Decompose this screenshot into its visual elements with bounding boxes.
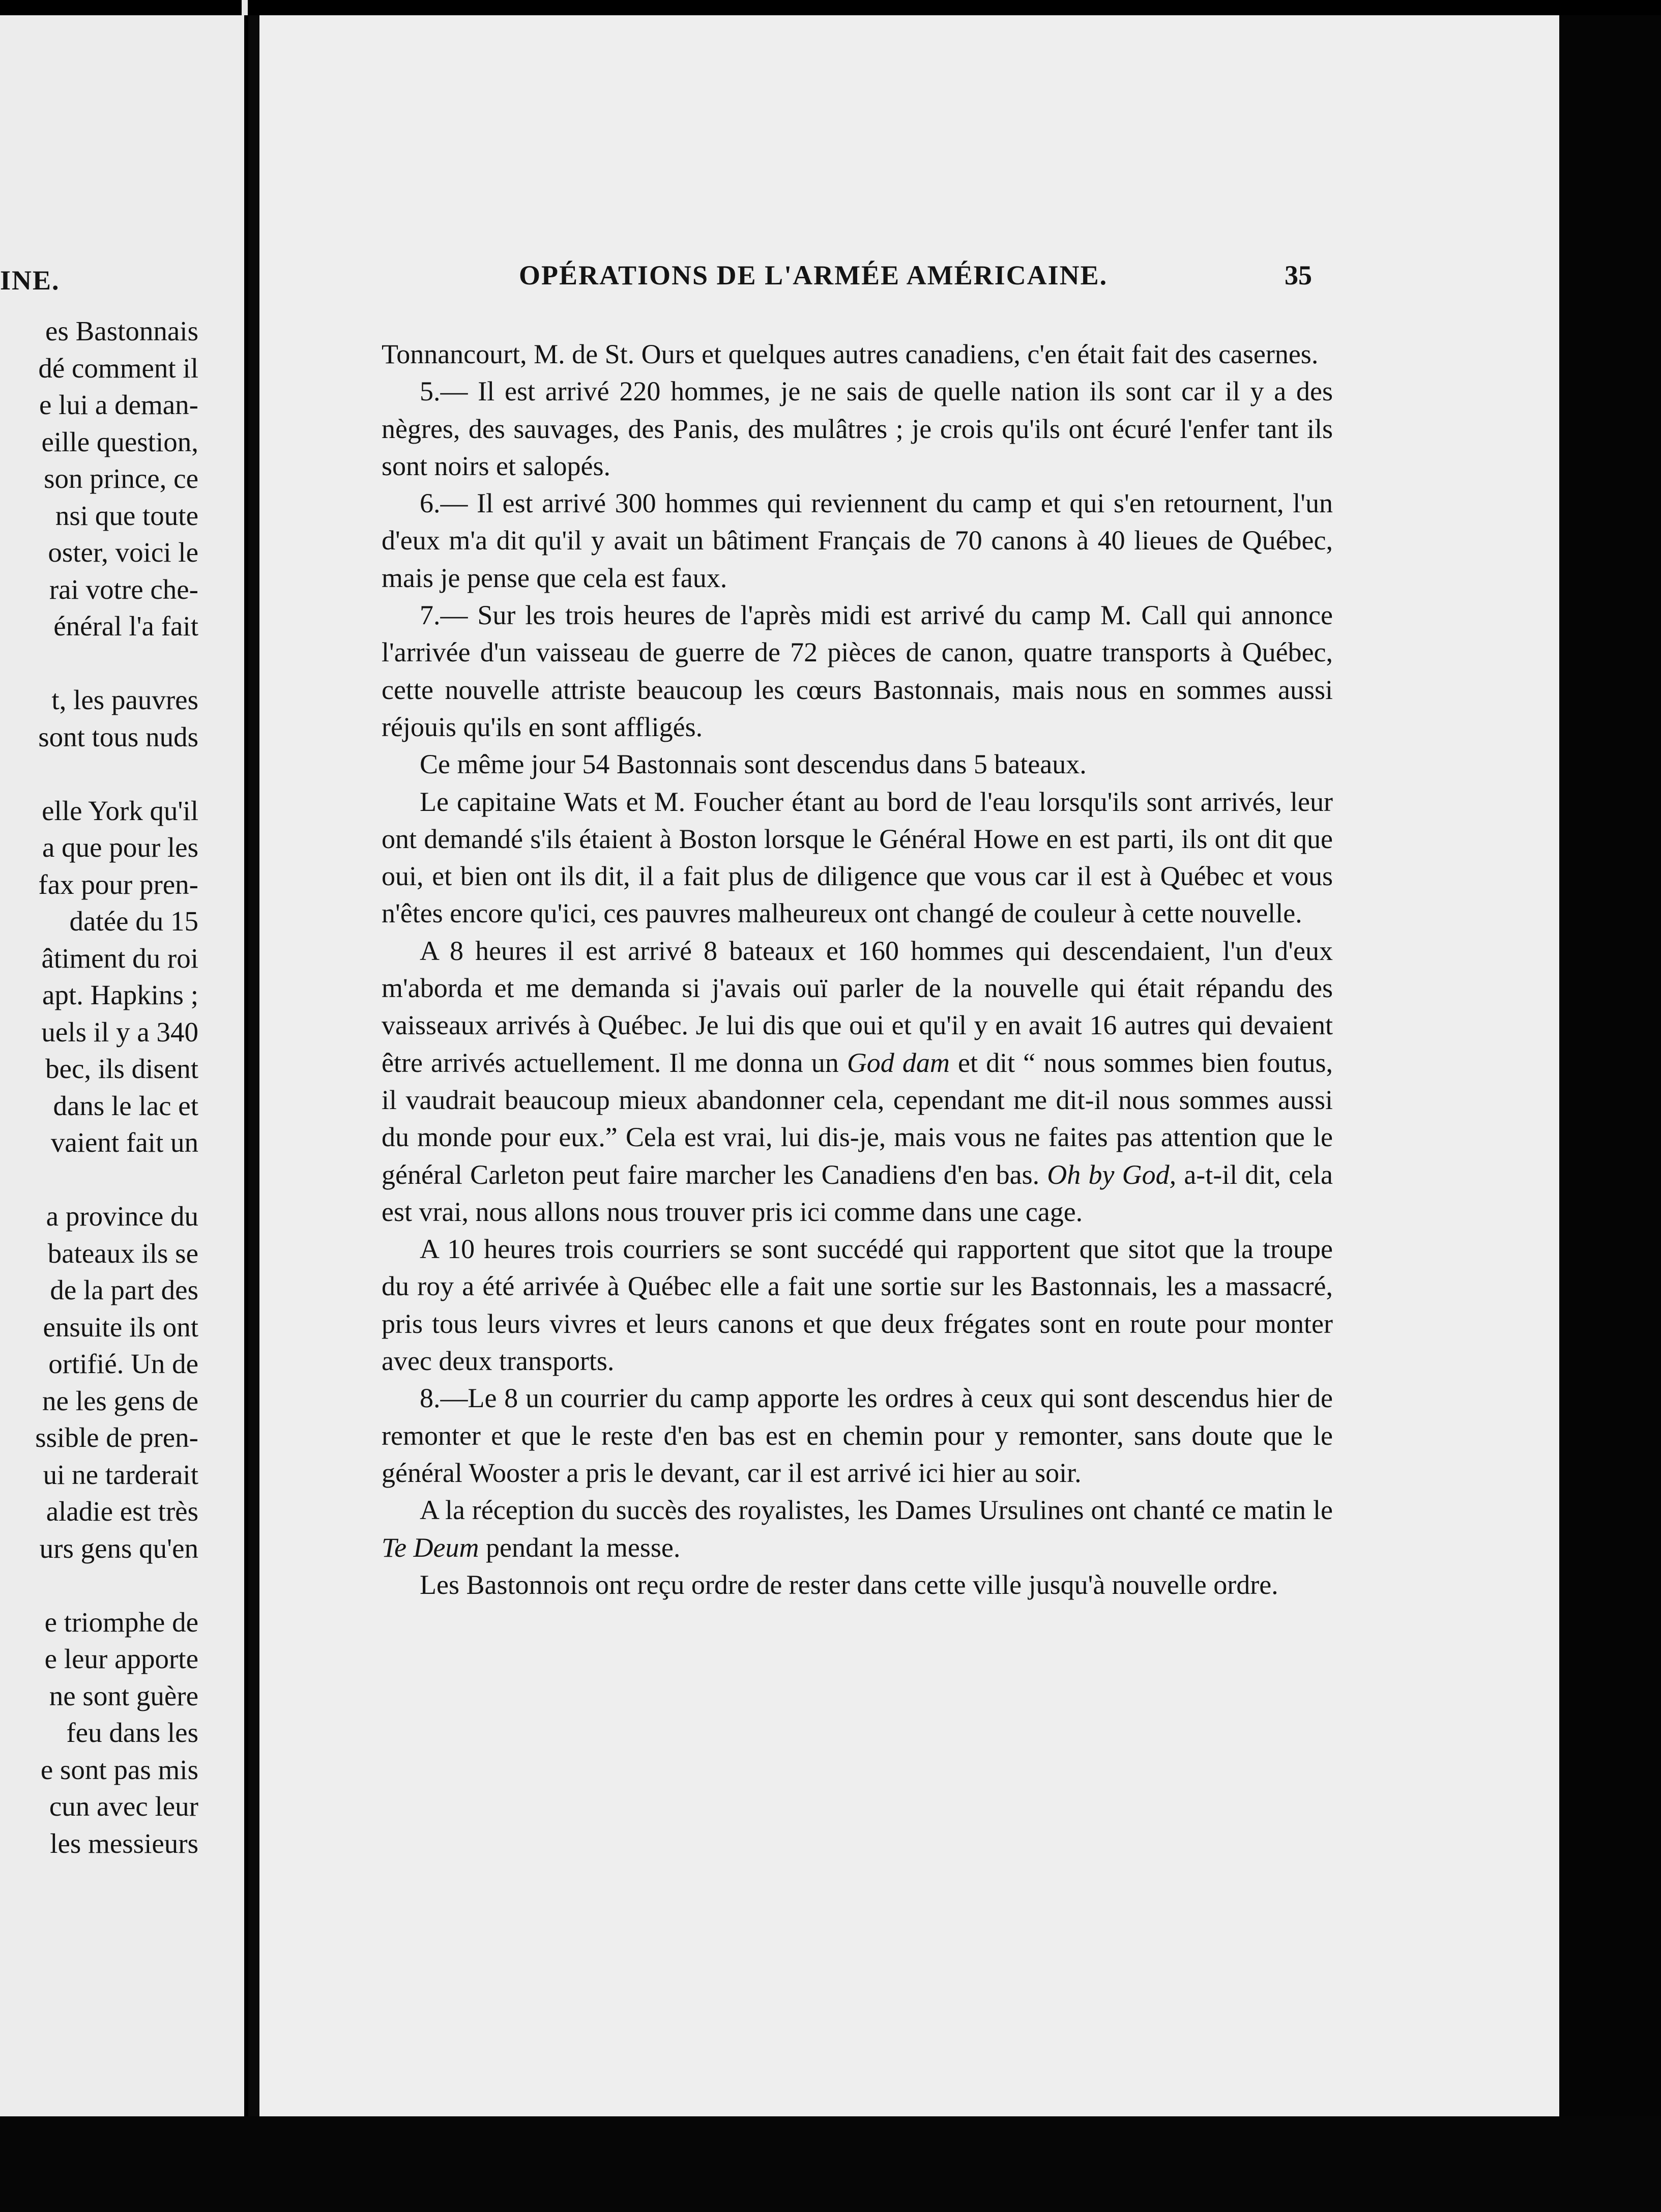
adjacent-page-header: INE. — [0, 265, 60, 296]
adjacent-page-line: ortifié. Un de — [48, 1348, 198, 1379]
text-run: pendant la messe. — [486, 1532, 681, 1563]
paragraph — [382, 933, 1333, 1231]
adjacent-page-line: son prince, ce — [44, 463, 198, 494]
adjacent-page-line: a que pour les — [42, 832, 198, 863]
adjacent-page-line: e lui a deman- — [39, 389, 198, 420]
adjacent-page-line: es Bastonnais — [45, 315, 198, 346]
adjacent-page-line: âtiment du roi — [41, 942, 198, 974]
adjacent-page-line: rai votre che- — [49, 573, 198, 605]
paragraph: 8.—Le 8 un courrier du camp apporte les ordres à ceux qui sont descendus hier de remonter et que le reste d'en bas est en chemin pour y remonter, sans doute que le général Wooster a pris le devant, car il est arrivé ici hier au soir. — [382, 1383, 1333, 1488]
adjacent-page-line: sont tous nuds — [38, 721, 198, 752]
text-run: A la réception du succès des royalistes, les Dames Ursulines ont chanté ce matin le — [420, 1495, 1333, 1526]
italic-phrase: Oh by God, — [1047, 1159, 1177, 1190]
running-head — [259, 259, 1559, 300]
page-gutter — [248, 15, 259, 2132]
paragraph: Le capitaine Wats et M. Foucher étant au bord de l'eau lorsqu'ils sont arrivés, leur ont demandé s'ils étaient à Boston lorsque le Général Howe en est parti, ils ont dit que oui, et bien ont ils dit, il a fait plus de diligence que vous car il est à Québec et vous n'êtes encore qu'ici, ces pauvres malheureux ont changé de couleur à cette nouvelle. — [382, 786, 1333, 929]
adjacent-page-line: ensuite ils ont — [43, 1311, 198, 1343]
adjacent-page-line: dans le lac et — [53, 1090, 198, 1121]
adjacent-page-line: ui ne tarderait — [43, 1459, 198, 1490]
adjacent-page-line: uels il y a 340 — [41, 1016, 198, 1047]
italic-phrase: God dam — [847, 1047, 950, 1078]
scan-top-border — [0, 0, 1661, 15]
adjacent-page-line: t, les pauvres — [51, 684, 198, 715]
adjacent-page-line: fax pour pren- — [38, 868, 198, 900]
paragraph: 5.— Il est arrivé 220 hommes, je ne sais de quelle nation ils sont car il y a des nègres, des sauvages, des Panis, des mulâtres ; je crois qu'ils ont écuré l'enfer tant ils sont noirs et salopés. — [382, 376, 1333, 481]
adjacent-page-line: feu dans les — [66, 1717, 198, 1748]
adjacent-page-line: aladie est très — [46, 1496, 198, 1527]
adjacent-page-line: cun avec leur — [49, 1791, 198, 1822]
paragraph: Les Bastonnois ont reçu ordre de rester dans cette ville jusqu'à nouvelle ordre. — [420, 1569, 1278, 1600]
adjacent-page-line: datée du 15 — [69, 906, 198, 937]
scan-column-rule — [242, 0, 248, 15]
adjacent-page-line: vaient fait un — [50, 1127, 198, 1158]
text-run: A 8 heures il est arrivé 8 bateaux et 160 hommes qui descendaient, l'un d'eux m'aborda et me demanda si j'avais ouï parler de la nouvelle qui était répandu des vaisseaux arrivés à Québec. Je lui dis que oui et qu'il y en avait 16 autres qui devaient être arrivés actuellement. Il me donna un — [382, 935, 1333, 1078]
adjacent-page-line: de la part des — [50, 1274, 198, 1305]
adjacent-page-line: elle York qu'il — [42, 795, 198, 826]
adjacent-page-line: urs gens qu'en — [39, 1532, 198, 1564]
adjacent-page-line: dé comment il — [38, 352, 198, 384]
adjacent-page — [0, 15, 244, 2116]
adjacent-page-line: e leur apporte — [44, 1643, 198, 1674]
text-run: a-t-il dit, cela est vrai, nous allons nous trouver pris ici comme dans une cage. — [382, 1159, 1333, 1227]
adjacent-page-line: nsi que toute — [55, 500, 198, 531]
adjacent-page-line: eille question, — [41, 426, 198, 457]
adjacent-page-line: ne sont guère — [49, 1680, 198, 1711]
adjacent-page-line: a province du — [46, 1201, 198, 1232]
adjacent-page-line: e triomphe de — [44, 1606, 198, 1638]
adjacent-page-line: les messieurs — [50, 1827, 198, 1859]
paragraph: 7.— Sur les trois heures de l'après midi est arrivé du camp M. Call qui annonce l'arrivée d'un vaisseau de guerre de 72 pièces de canon, quatre transports à Québec, cette nouvelle attriste beaucoup les cœurs Bastonnais, mais nous en sommes aussi réjouis qu'ils en sont affligés. — [382, 600, 1333, 742]
adjacent-page-line: énéral l'a fait — [53, 610, 198, 642]
adjacent-page-line: ssible de pren- — [35, 1422, 198, 1453]
adjacent-page-line: bateaux ils se — [47, 1237, 198, 1269]
paragraph: A 10 heures trois courriers se sont succédé qui rapportent que sitot que la troupe du roy a été arrivée à Québec elle a fait une sortie sur les Bastonnais, les a massacré, pris tous leurs vivres et leurs canons et que deux frégates sont en route pour monter avec deux transports. — [382, 1234, 1333, 1377]
scan-right-border — [1559, 15, 1661, 2212]
page-body — [382, 336, 1333, 1604]
paragraph: 6.— Il est arrivé 300 hommes qui reviennent du camp et qui s'en retournent, l'un d'eux m'a dit qu'il y avait un bâtiment Français de 70 canons à 40 lieues de Québec, mais je pense que cela est faux. — [382, 488, 1333, 593]
page-number: 35 — [1285, 260, 1312, 290]
running-title: OPÉRATIONS DE L'ARMÉE AMÉRICAINE. — [519, 260, 1108, 290]
book-page — [259, 15, 1559, 2137]
adjacent-page-line: ne les gens de — [42, 1385, 198, 1416]
paragraph — [382, 1492, 1333, 1566]
text-run: et dit “ nous sommes bien foutus, il vaudrait beaucoup mieux abandonner cela, cependant me dit-il nous sommes aussi du monde pour eux.” Cela est vrai, lui dis-je, mais vous ne faites pas attention que le général Carleton peut faire marcher les Canadiens d'en bas. — [382, 1047, 1333, 1190]
paragraph: Tonnancourt, M. de St. Ours et quelques autres canadiens, c'en était fait des casernes. — [382, 339, 1319, 369]
adjacent-page-line: bec, ils disent — [45, 1053, 198, 1084]
scan-bottom-border — [0, 2116, 1661, 2212]
italic-phrase: Te Deum — [382, 1532, 479, 1563]
paragraph: Ce même jour 54 Bastonnais sont descendus dans 5 bateaux. — [420, 749, 1087, 780]
adjacent-page-line: e sont pas mis — [40, 1754, 198, 1785]
adjacent-page-line: oster, voici le — [48, 537, 198, 568]
adjacent-page-line: apt. Hapkins ; — [42, 979, 198, 1010]
